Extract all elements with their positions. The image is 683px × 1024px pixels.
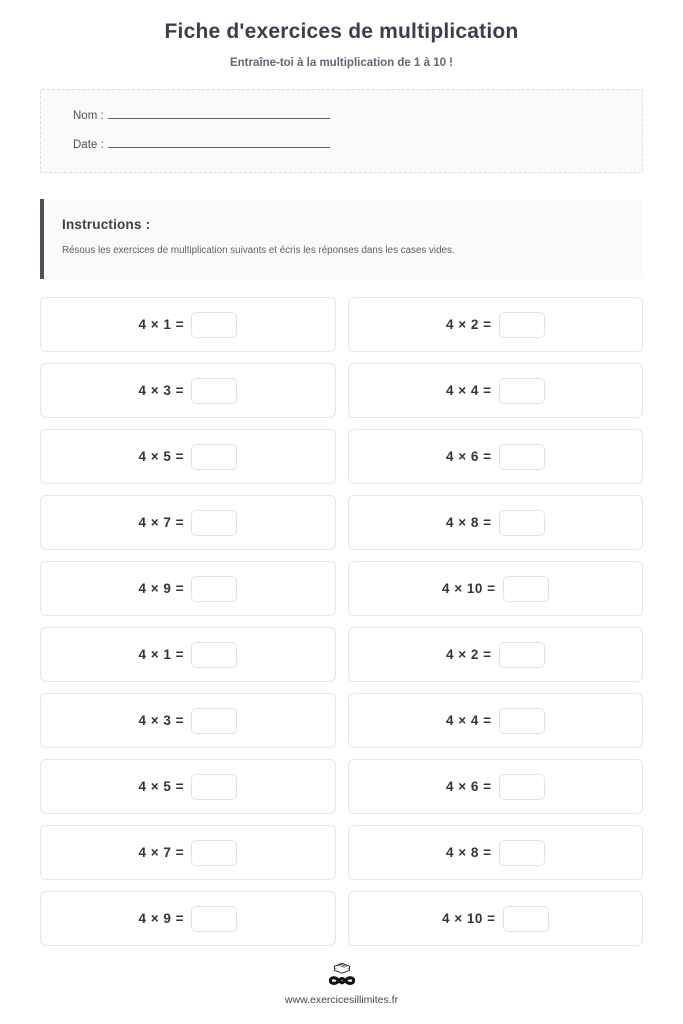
exercise-expression: 4 × 10 = — [441, 581, 496, 596]
exercise-card — [348, 693, 644, 748]
exercise-card — [348, 363, 644, 418]
exercise-expression: 4 × 8 = — [445, 515, 492, 530]
footer-url[interactable]: www.exercicesillimites.fr — [284, 994, 399, 1006]
exercise-card — [40, 627, 336, 682]
instructions-title: Instructions : — [62, 217, 151, 232]
date-label: Date : — [73, 139, 104, 151]
exercise-expression: 4 × 1 = — [138, 647, 185, 662]
answer-input-box[interactable] — [191, 510, 237, 536]
name-label: Nom : — [73, 110, 104, 122]
answer-input-box[interactable] — [191, 642, 237, 668]
answer-input-box[interactable] — [503, 906, 549, 932]
infinity-books-icon — [321, 956, 363, 988]
exercise-expression: 4 × 6 = — [445, 779, 492, 794]
answer-input-box[interactable] — [503, 576, 549, 602]
answer-input-box[interactable] — [191, 774, 237, 800]
answer-input-box[interactable] — [499, 642, 545, 668]
answer-input-box[interactable] — [499, 708, 545, 734]
exercise-card — [348, 495, 644, 550]
answer-input-box[interactable] — [191, 840, 237, 866]
answer-input-box[interactable] — [191, 708, 237, 734]
exercise-expression: 4 × 7 = — [138, 515, 185, 530]
date-row — [73, 139, 642, 151]
exercise-expression: 4 × 3 = — [138, 713, 185, 728]
answer-input-box[interactable] — [191, 906, 237, 932]
exercise-card — [348, 759, 644, 814]
answer-input-box[interactable] — [499, 444, 545, 470]
exercise-card — [348, 429, 644, 484]
exercise-card — [348, 891, 644, 946]
page-title: Fiche d'exercices de multiplication — [164, 20, 519, 43]
exercise-expression: 4 × 9 = — [138, 911, 185, 926]
exercise-card — [40, 429, 336, 484]
exercise-card — [348, 561, 644, 616]
answer-input-box[interactable] — [191, 576, 237, 602]
exercise-expression: 4 × 2 = — [445, 317, 492, 332]
exercise-expression: 4 × 3 = — [138, 383, 185, 398]
exercise-expression: 4 × 10 = — [441, 911, 496, 926]
exercise-expression: 4 × 7 = — [138, 845, 185, 860]
answer-input-box[interactable] — [191, 444, 237, 470]
exercise-card — [40, 561, 336, 616]
instructions-text: Résous les exercices de multiplication suivants et écris les réponses dans les cases vides. — [62, 245, 455, 256]
exercise-card — [348, 627, 644, 682]
exercise-expression: 4 × 4 = — [445, 713, 492, 728]
exercise-card — [348, 825, 644, 880]
answer-input-box[interactable] — [499, 510, 545, 536]
instructions-panel — [40, 199, 643, 279]
answer-input-box[interactable] — [499, 378, 545, 404]
exercise-card — [348, 297, 644, 352]
answer-input-box[interactable] — [499, 840, 545, 866]
answer-input-box[interactable] — [191, 378, 237, 404]
exercise-grid — [40, 297, 643, 946]
page-subtitle: Entraîne-toi à la multiplication de 1 à 10 ! — [229, 57, 454, 69]
exercise-card — [40, 297, 336, 352]
date-input-line[interactable] — [108, 147, 330, 148]
exercise-card — [40, 759, 336, 814]
footer — [40, 956, 643, 1024]
student-identity-box — [40, 89, 643, 173]
answer-input-box[interactable] — [499, 774, 545, 800]
exercise-expression: 4 × 1 = — [138, 317, 185, 332]
answer-input-box[interactable] — [191, 312, 237, 338]
exercise-card — [40, 495, 336, 550]
exercise-card — [40, 693, 336, 748]
name-row — [73, 110, 642, 122]
exercise-expression: 4 × 4 = — [445, 383, 492, 398]
exercise-expression: 4 × 8 = — [445, 845, 492, 860]
exercise-expression: 4 × 5 = — [138, 779, 185, 794]
exercise-card — [40, 825, 336, 880]
name-input-line[interactable] — [108, 118, 330, 119]
exercise-expression: 4 × 5 = — [138, 449, 185, 464]
exercise-card — [40, 891, 336, 946]
exercise-expression: 4 × 2 = — [445, 647, 492, 662]
answer-input-box[interactable] — [499, 312, 545, 338]
exercise-card — [40, 363, 336, 418]
exercise-expression: 4 × 6 = — [445, 449, 492, 464]
exercise-expression: 4 × 9 = — [138, 581, 185, 596]
